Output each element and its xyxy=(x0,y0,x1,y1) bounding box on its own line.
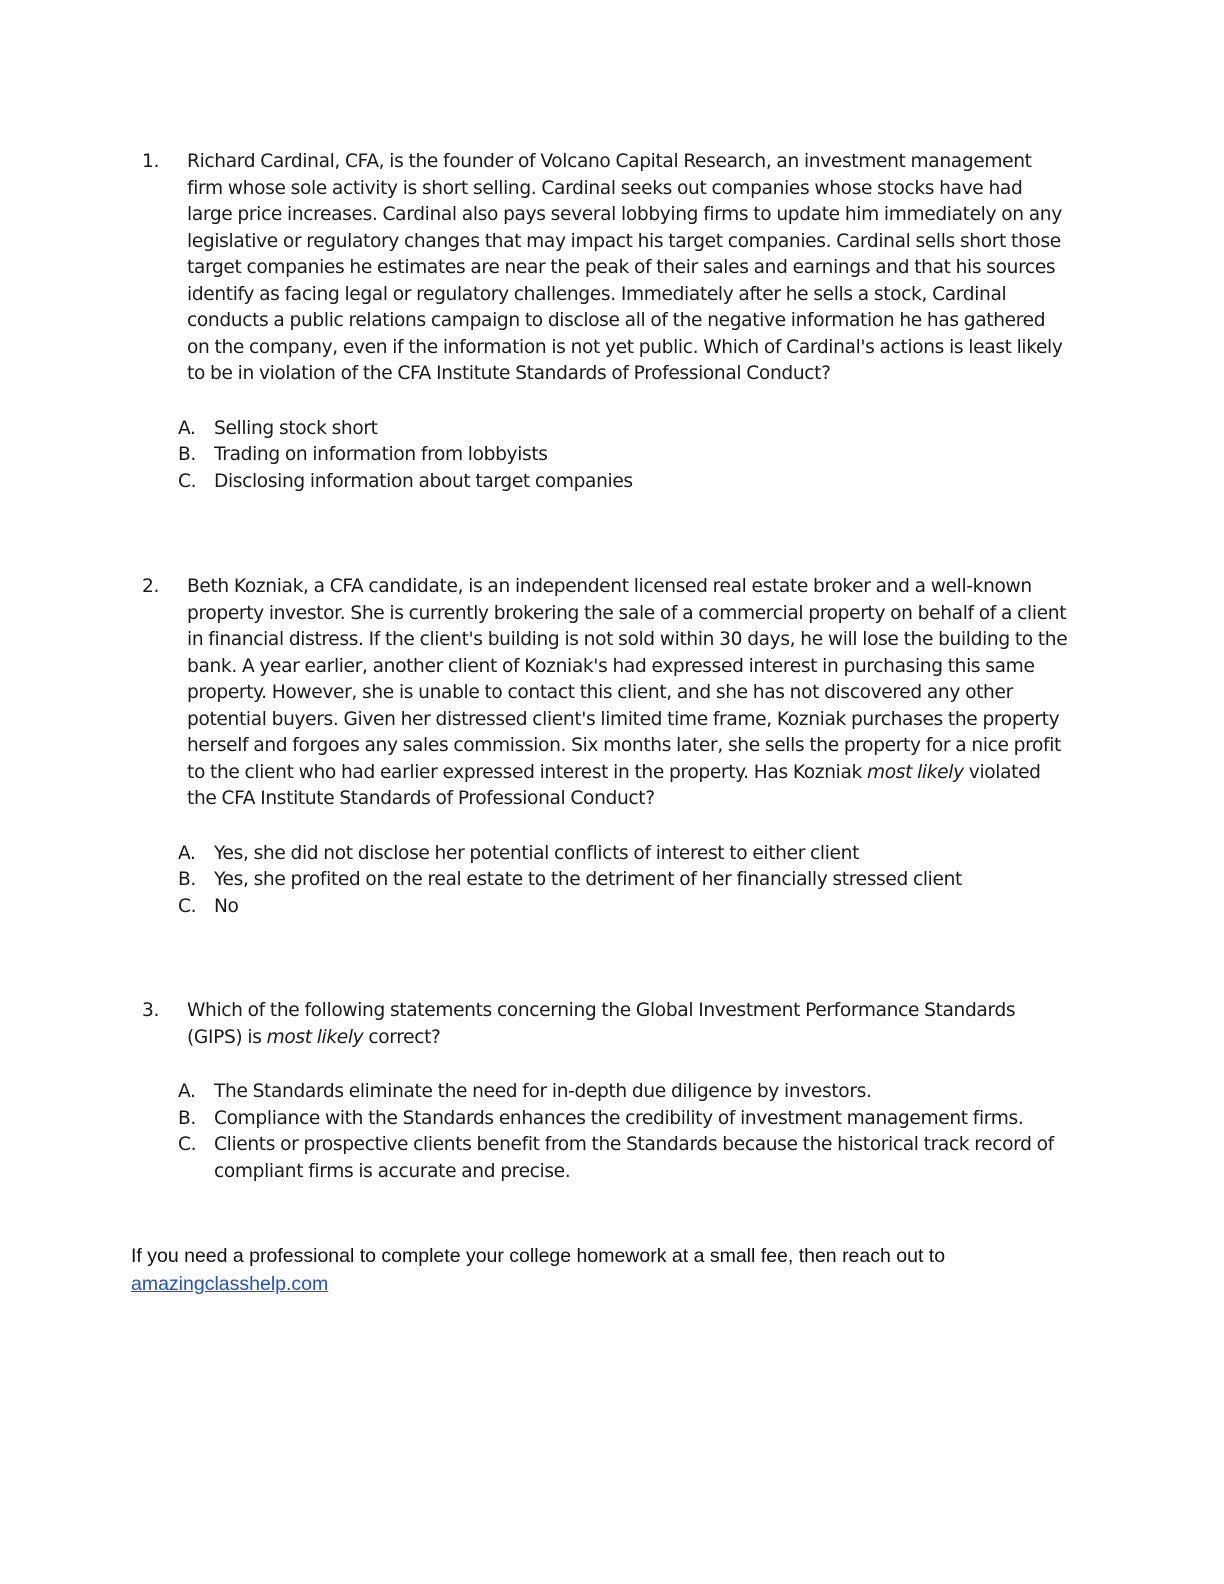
answer-option-c xyxy=(178,894,1082,921)
question-text xyxy=(187,574,1069,813)
answer-option-a xyxy=(178,416,1082,443)
option-text: Trading on information from lobbyists xyxy=(214,444,548,465)
option-text: Clients or prospective clients benefit from the Standards because the historical track record of compliant firms is accurate and precise. xyxy=(214,1134,1054,1182)
question-text-emphasis: most likely xyxy=(866,761,964,783)
option-letter: A. xyxy=(178,1081,196,1102)
answer-option-b xyxy=(178,867,1082,894)
option-text: Yes, she did not disclose her potential conflicts of interest to either client xyxy=(214,842,860,864)
footer-note xyxy=(131,1242,1091,1298)
answer-option-a xyxy=(178,1079,1082,1106)
question-number: 3. xyxy=(142,1000,160,1021)
question-text-tail: correct? xyxy=(363,1026,441,1048)
question-text-emphasis: most likely xyxy=(266,1026,364,1048)
question-1 xyxy=(142,149,1082,495)
option-letter: A. xyxy=(178,842,196,864)
option-letter: C. xyxy=(178,1134,197,1155)
option-letter: C. xyxy=(178,895,197,917)
option-text: Compliance with the Standards enhances the credibility of investment management firms. xyxy=(214,1107,1024,1129)
question-text xyxy=(187,149,1069,388)
option-letter: B. xyxy=(178,869,196,890)
question-text-body: Richard Cardinal, CFA, is the founder of Volcano Capital Research, an investment management firm whose sole activity is short selling. Cardinal seeks out companies whose stocks have had large price increases. Cardinal also pays several lobbying firms to update him immediately on any legislative or regulatory changes that may impact his target companies. Cardinal sells short those target companies he estimates are near the peak of their sales and earnings and that his sources identify as facing legal or regulatory challenges. Immediately after he sells a stock, Cardinal conducts a public relations campaign to disclose all of the negative information he has gathered on the company, even if the information is not yet public. Which of Cardinal's actions is least likely to be in violation of the CFA Institute Standards of Professional Conduct? xyxy=(187,151,1063,384)
question-3 xyxy=(142,998,1082,1185)
answer-options xyxy=(178,416,1082,496)
option-letter: B. xyxy=(178,1107,196,1129)
option-text: Selling stock short xyxy=(214,417,378,439)
option-text: Disclosing information about target companies xyxy=(214,470,633,492)
question-text xyxy=(187,998,1069,1051)
option-letter: B. xyxy=(178,444,196,465)
footer-text: If you need a professional to complete your college homework at a small fee, then reach out to xyxy=(131,1245,946,1267)
option-text: No xyxy=(214,895,239,917)
footer-link[interactable]: amazingclasshelp.com xyxy=(131,1273,329,1295)
answer-option-c xyxy=(178,1132,1082,1185)
answer-option-a xyxy=(178,841,1082,868)
option-letter: C. xyxy=(178,470,197,492)
answer-option-b xyxy=(178,442,1082,469)
option-letter: A. xyxy=(178,417,196,439)
answer-options xyxy=(178,1079,1082,1185)
question-number: 1. xyxy=(142,151,160,172)
answer-option-b xyxy=(178,1106,1082,1133)
question-text-tail: violated the CFA Institute Standards of Professional Conduct? xyxy=(187,761,1041,809)
question-2 xyxy=(142,574,1082,920)
answer-options xyxy=(178,841,1082,921)
question-text-body: Which of the following statements concerning the Global Investment Performance Standards (GIPS) is xyxy=(187,1000,1016,1048)
option-text: Yes, she profited on the real estate to the detriment of her financially stressed client xyxy=(214,869,962,890)
answer-option-c xyxy=(178,469,1082,496)
question-text-body: Beth Kozniak, a CFA candidate, is an independent licensed real estate broker and a well-known property investor. She is currently brokering the sale of a commercial property on behalf of a client in financial distress. If the client's building is not sold within 30 days, he will lose the building to the bank. A year earlier, another client of Kozniak's had expressed interest in purchasing this same property. However, she is unable to contact this client, and she has not discovered any other potential buyers. Given her distressed client's limited time frame, Kozniak purchases the property herself and forgoes any sales commission. Six months later, she sells the property for a nice profit to the client who had earlier expressed interest in the property. Has Kozniak xyxy=(187,576,1068,783)
question-number: 2. xyxy=(142,576,160,597)
option-text: The Standards eliminate the need for in-depth due diligence by investors. xyxy=(214,1081,872,1102)
